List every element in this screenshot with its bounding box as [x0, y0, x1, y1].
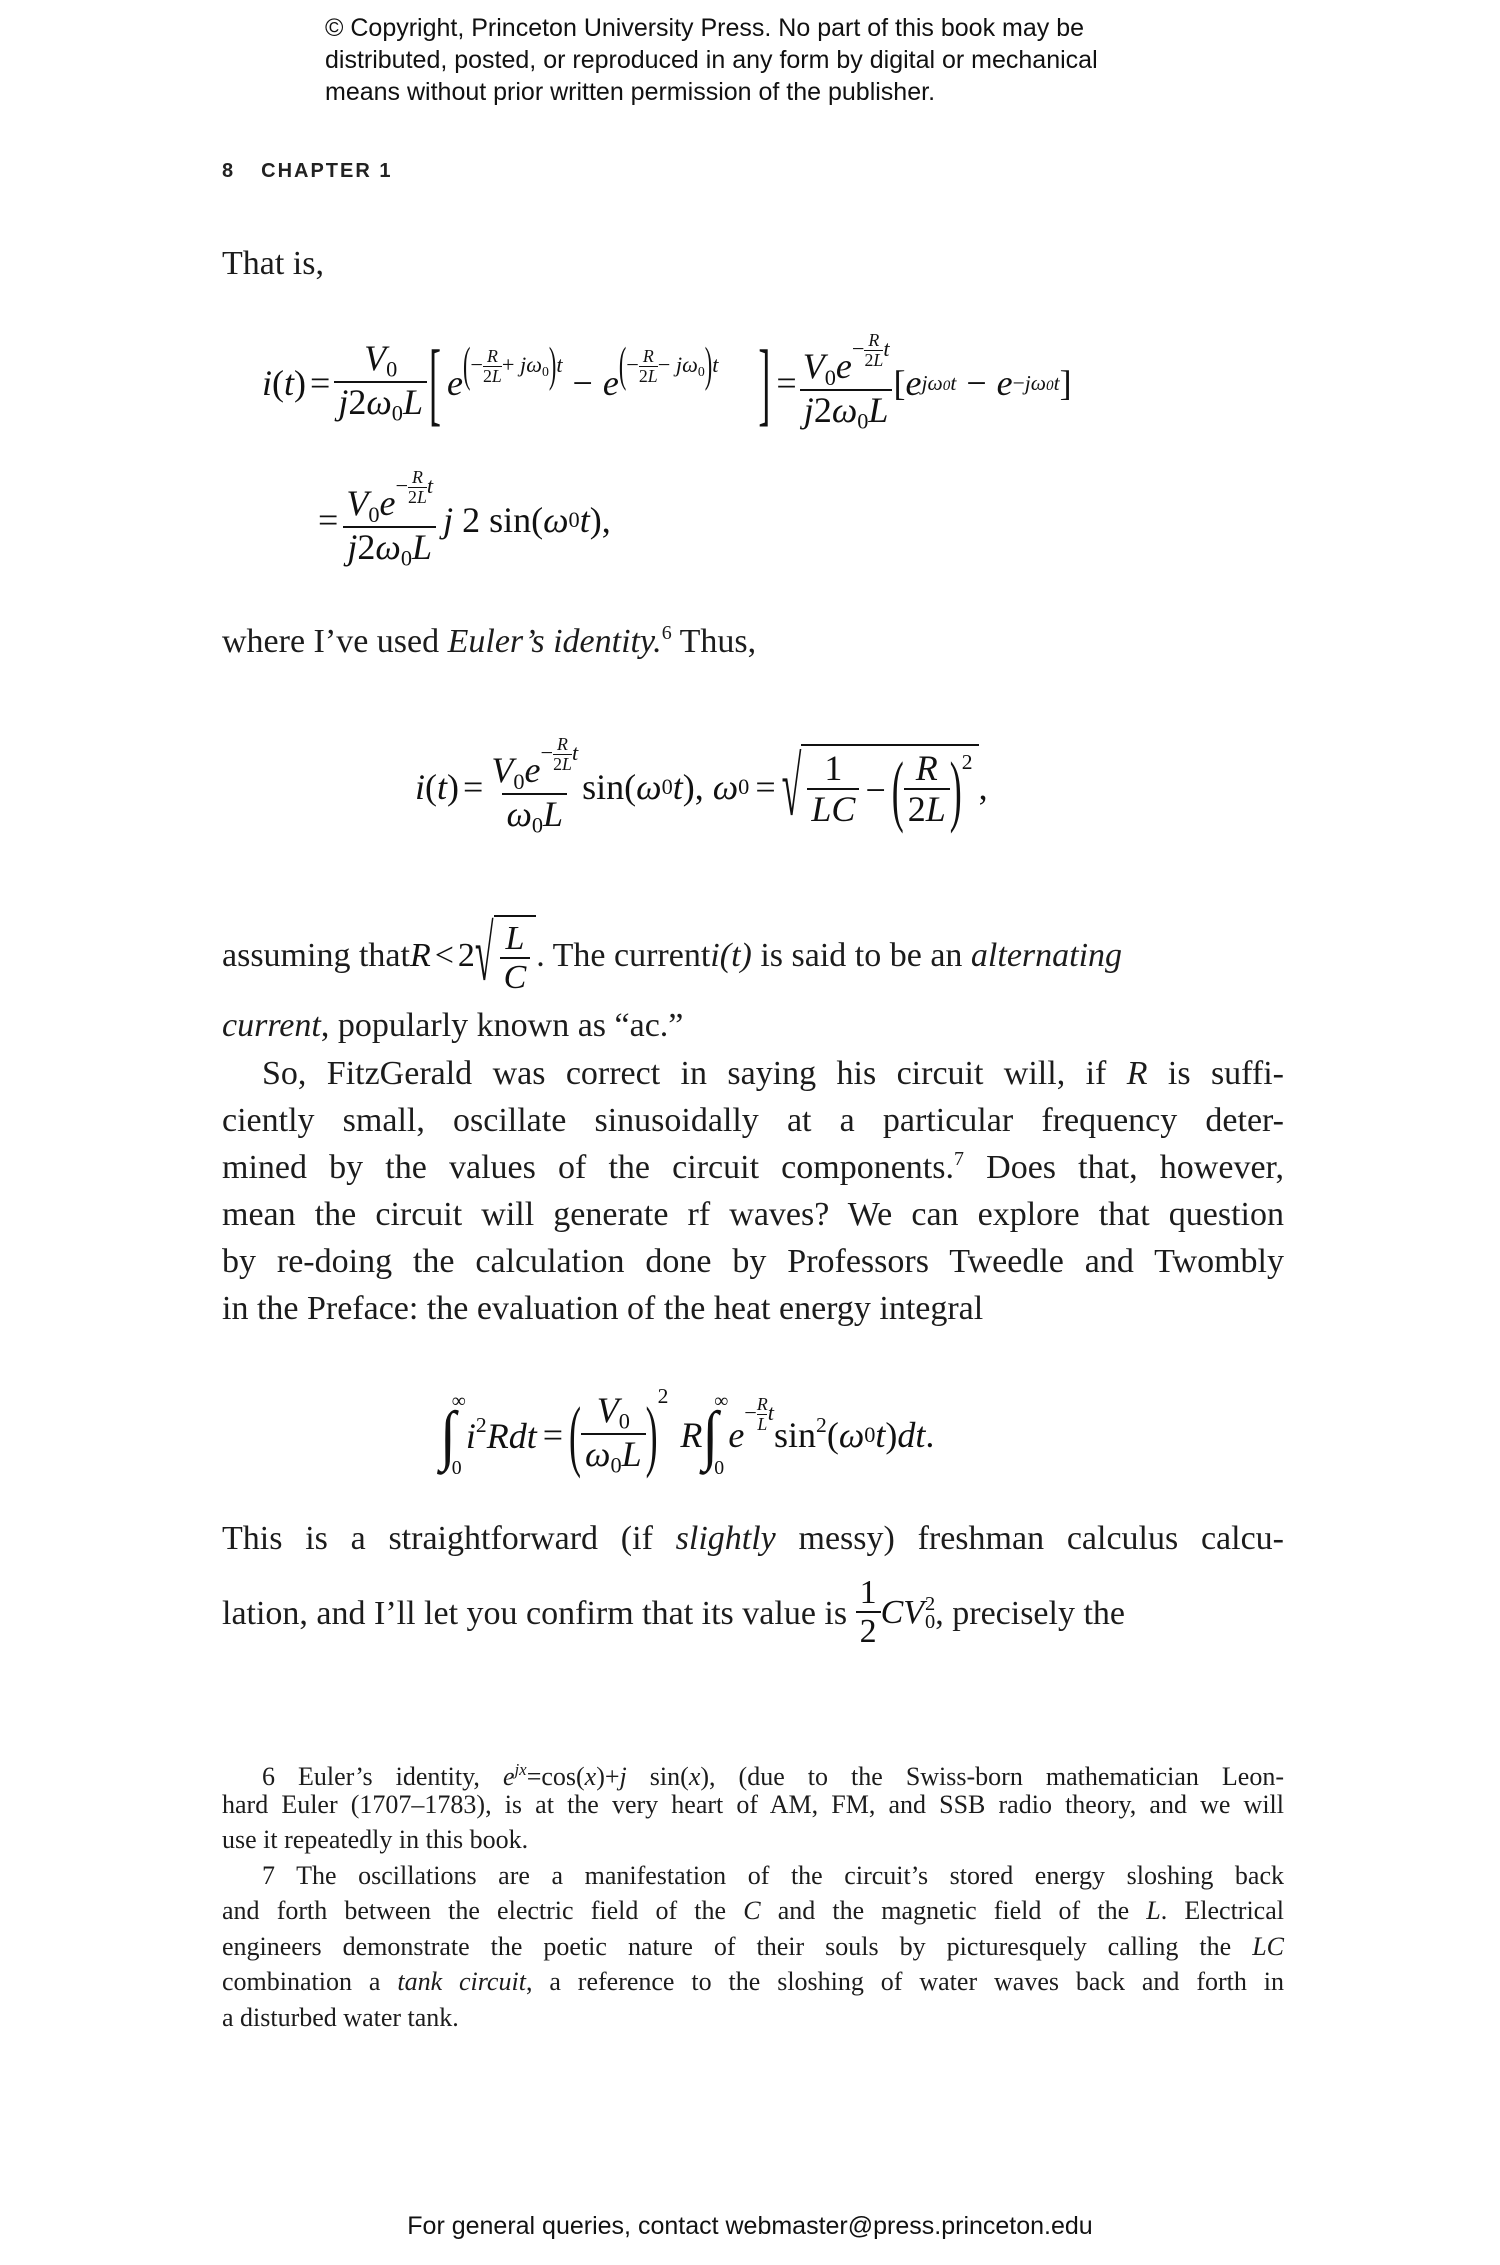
paragraph-line: This is a straightforward (if slightly messy) freshman calculus calcu-: [222, 1520, 1284, 1557]
intro-text: That is,: [222, 245, 324, 282]
assuming-line: assuming that R < 2 √ $\frac{L}{C}$ . The current i(t) is said to be an alternating: [222, 912, 1123, 999]
copyright-line: © Copyright, Princeton University Press. No part of this book may be: [325, 14, 1085, 42]
paragraph-line: mined by the values of the circuit components.$^7$ Does that, however,: [222, 1148, 1285, 1186]
footnote-line: and forth between the electric field of the C and the magnetic field of the L. Electrical: [222, 1896, 1284, 1925]
chapter-label: CHAPTER 1: [261, 160, 393, 182]
page-number: 8: [222, 160, 236, 182]
equation-heat-integral: ∫ ∞ 0 $i^2Rdt$ = ( $\frac{V_0}{\omega_0L}$ ) 2 R ∫ ∞ 0 e − $\frac{R}{L}$ t $\sin^2$( ω 0 t ) dt .: [440, 1384, 935, 1479]
footer-contact: For general queries, contact webmaster@press.princeton.edu: [407, 2212, 1093, 2240]
current-line: current, popularly known as “ac.”: [222, 1007, 684, 1044]
condition-math: R < 2 √ $\frac{L}{C}$: [410, 915, 536, 996]
paragraph-line: So, FitzGerald was correct in saying his circuit will, if R is suffi-: [262, 1055, 1284, 1092]
footnote-line: engineers demonstrate the poetic nature of their souls by picturesquely calling the LC: [222, 1932, 1284, 1961]
paragraph-line: mean the circuit will generate rf waves? We can explore that question: [222, 1196, 1284, 1233]
equation-1-line-2: = $V_0e^{- \frac{R}{2L} t}$ $j2\omega_0L$ j 2 sin( ω 0 t ),: [318, 466, 611, 571]
running-head: [222, 160, 392, 183]
energy-math: $\frac{1}{2}$ CV 2 0: [856, 1575, 936, 1650]
copyright-line: distributed, posted, or reproduced in any form by digital or mechanical: [325, 46, 1098, 74]
footnote-7: 7 The oscillations are a manifestation of the circuit’s stored energy sloshing back: [262, 1861, 1284, 1890]
euler-sentence: where I’ve used Euler’s identity.$^6$ Thus,: [222, 622, 757, 660]
footnote-line: hard Euler (1707–1783), is at the very heart of AM, FM, and SSB radio theory, and we will: [222, 1790, 1284, 1819]
footnote-line: combination a tank circuit, a reference to the sloshing of water waves back and forth in: [222, 1967, 1285, 1996]
footnote-ref-7[interactable]: 7: [953, 1148, 964, 1170]
copyright-notice: [325, 12, 1225, 108]
paragraph-line: by re-doing the calculation done by Professors Tweedle and Twombly: [222, 1243, 1284, 1280]
euler-identity-term: Euler’s identity.: [447, 623, 662, 660]
equation-1-line-1: i(t) = $\frac{V_0}{j2\omega_0L}$ [ e (− $\frac{R}{2L}$ + $j\omega_0)t$ − e (− $\frac{R}{2L}$ − $j\omega_0)t$ ] = $V_0e^{- \frac{R}{2L} t}$ $j2\omega_0L$ [ e jω0t − e −jω0t ]: [262, 329, 1072, 435]
copyright-line: means without prior written permission of the publisher.: [325, 78, 936, 106]
paragraph-line: lation, and I’ll let you confirm that its value is $\frac{1}{2}$ CV 2 0 , precisely the: [222, 1574, 1126, 1651]
equation-3: i(t) = $V_0e^{- \frac{R}{2L} t}$ $\omega_0L$ sin( ω 0 t ), ω 0 = √ $\frac{1}{LC}$ − ( $\frac{R}{2L}$ ) 2 ,: [415, 733, 988, 838]
footnote-ref-6[interactable]: 6: [661, 622, 672, 644]
paragraph-line: in the Preface: the evaluation of the heat energy integral: [222, 1290, 984, 1327]
footnote-line: use it repeatedly in this book.: [222, 1825, 529, 1854]
paragraph-line: ciently small, oscillate sinusoidally at a particular frequency deter-: [222, 1102, 1284, 1139]
footnote-line: a disturbed water tank.: [222, 2003, 459, 2032]
footnote-6: 6 Euler’s identity, $e^{jx}=\cos(x)+j$ sin(x), (due to the Swiss-born mathematician Leon-: [262, 1760, 1285, 1792]
